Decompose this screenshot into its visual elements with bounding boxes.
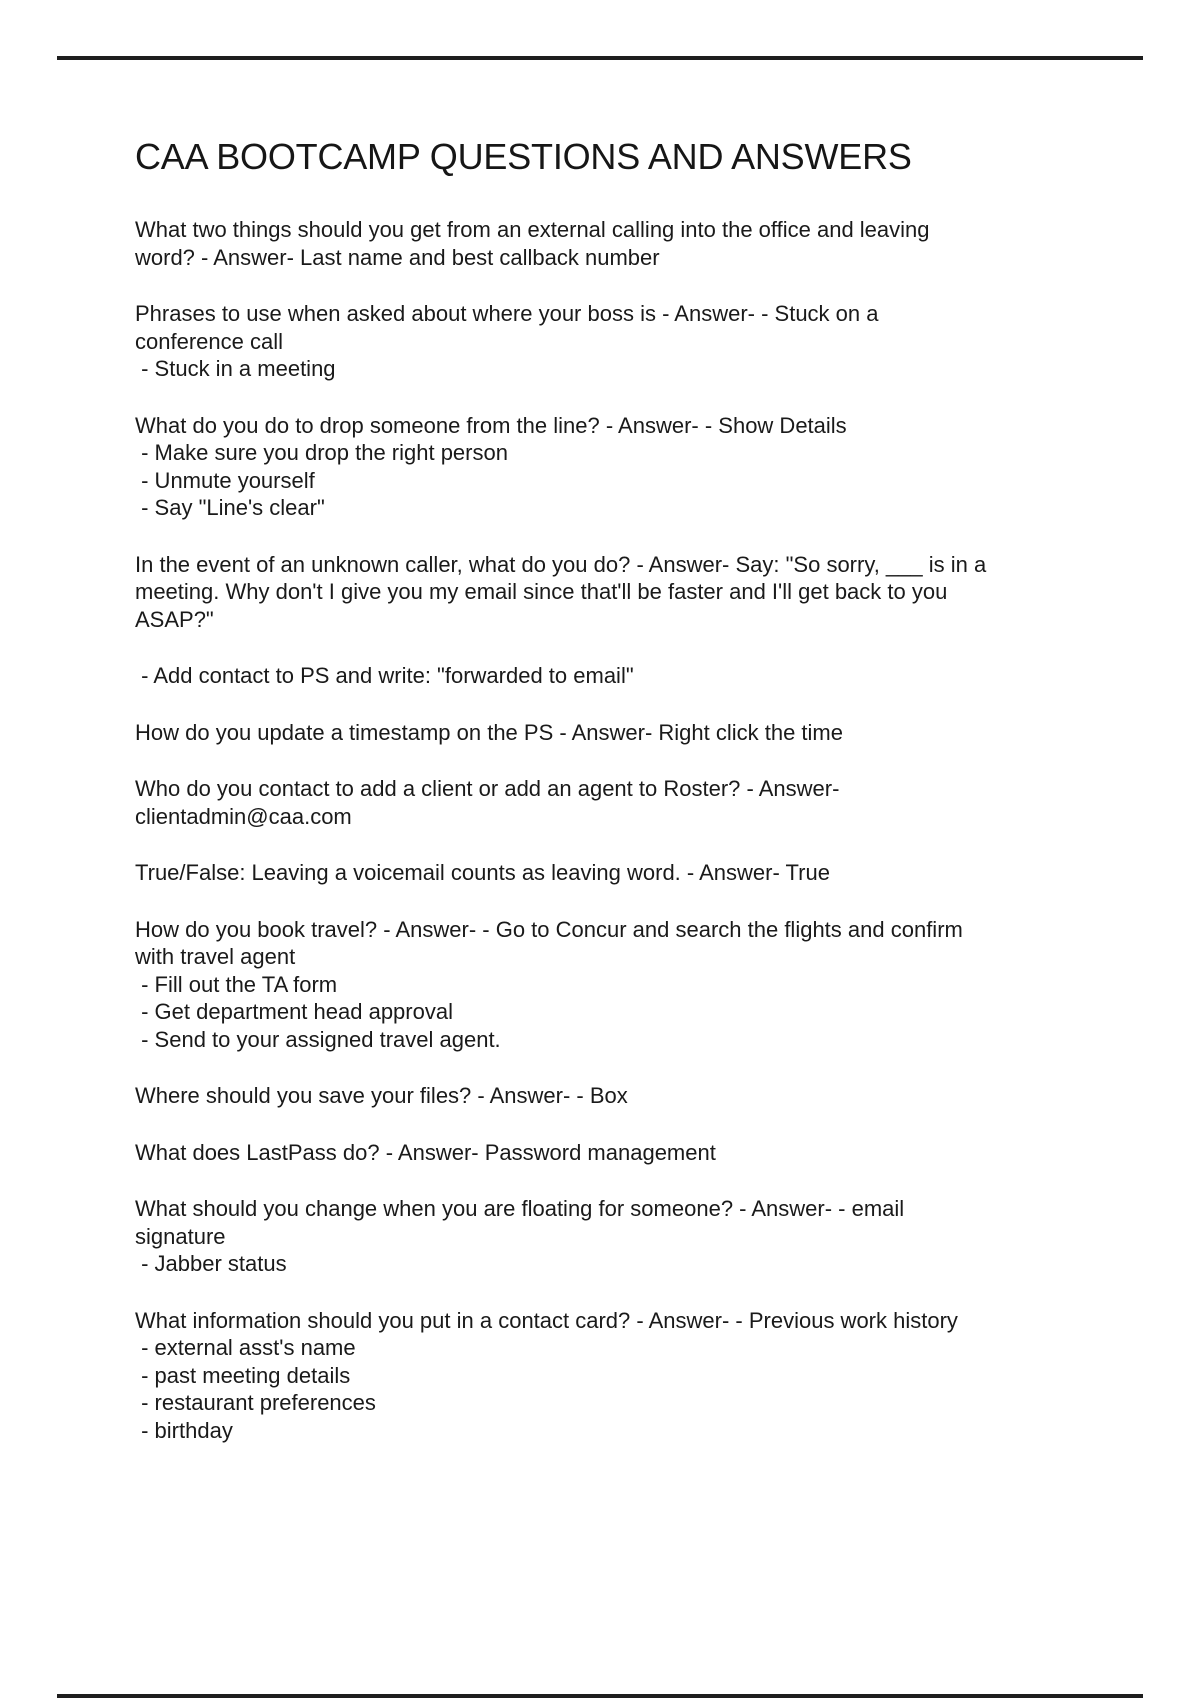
qa-line: clientadmin@caa.com	[135, 803, 352, 829]
qa-paragraph	[135, 1195, 1145, 1278]
qa-paragraph	[135, 300, 1145, 383]
qa-paragraph	[135, 719, 1145, 747]
qa-paragraph	[135, 1139, 1145, 1167]
qa-paragraph	[135, 412, 1145, 522]
qa-paragraph	[135, 1307, 1145, 1445]
qa-line: Phrases to use when asked about where your boss is - Answer- - Stuck on a	[135, 301, 879, 326]
qa-line: - Add contact to PS and write: "forwarded to email"	[135, 663, 634, 688]
qa-line: signature	[135, 1223, 226, 1249]
bottom-rule	[57, 1694, 1143, 1698]
qa-line: Where should you save your files? - Answer- - Box	[135, 1083, 628, 1108]
qa-line: What two things should you get from an external calling into the office and leaving	[135, 217, 930, 242]
qa-paragraph	[135, 859, 1145, 887]
qa-line: word? - Answer- Last name and best callback number	[135, 244, 660, 270]
qa-line: ASAP?"	[135, 606, 214, 632]
qa-line: - past meeting details	[135, 1362, 351, 1388]
qa-line: - Make sure you drop the right person	[135, 440, 508, 465]
qa-line: True/False: Leaving a voicemail counts as leaving word. - Answer- True	[135, 860, 830, 885]
qa-paragraph	[135, 775, 1145, 830]
qa-line: How do you update a timestamp on the PS - Answer- Right click the time	[135, 719, 843, 745]
qa-line: - Send to your assigned travel agent.	[135, 1026, 501, 1052]
qa-line: - Jabber status	[135, 1251, 287, 1276]
qa-line: - birthday	[135, 1417, 233, 1443]
qa-line: What do you do to drop someone from the line? - Answer- - Show Details	[135, 412, 847, 438]
qa-line: - Unmute yourself	[135, 467, 315, 493]
qa-line: What information should you put in a contact card? - Answer- - Previous work history	[135, 1307, 958, 1333]
qa-line: - Say "Line's clear"	[135, 495, 325, 520]
qa-paragraph	[135, 216, 1145, 271]
qa-line: conference call	[135, 328, 283, 354]
qa-line: - Stuck in a meeting	[135, 356, 336, 381]
qa-paragraph	[135, 662, 1145, 690]
qa-paragraph	[135, 1082, 1145, 1110]
qa-line: What does LastPass do? - Answer- Password management	[135, 1139, 716, 1165]
document-title: CAA BOOTCAMP QUESTIONS AND ANSWERS	[135, 136, 912, 177]
qa-line: In the event of an unknown caller, what do you do? - Answer- Say: "So sorry, ___ is in a	[135, 551, 987, 577]
qa-line: with travel agent	[135, 944, 296, 969]
qa-line: Who do you contact to add a client or add an agent to Roster? - Answer-	[135, 776, 840, 801]
qa-paragraph	[135, 551, 1145, 634]
qa-line: What should you change when you are floating for someone? - Answer- - email	[135, 1196, 905, 1221]
qa-line: - Fill out the TA form	[135, 971, 338, 997]
qa-line: How do you book travel? - Answer- - Go to Concur and search the flights and confirm	[135, 916, 963, 942]
qa-paragraph	[135, 916, 1145, 1054]
qa-line: meeting. Why don't I give you my email since that'll be faster and I'll get back to you	[135, 579, 948, 604]
top-rule	[57, 56, 1143, 60]
document-body	[135, 216, 1145, 1473]
qa-line: - restaurant preferences	[135, 1390, 376, 1415]
qa-line: - Get department head approval	[135, 999, 453, 1024]
qa-line: - external asst's name	[135, 1335, 356, 1360]
